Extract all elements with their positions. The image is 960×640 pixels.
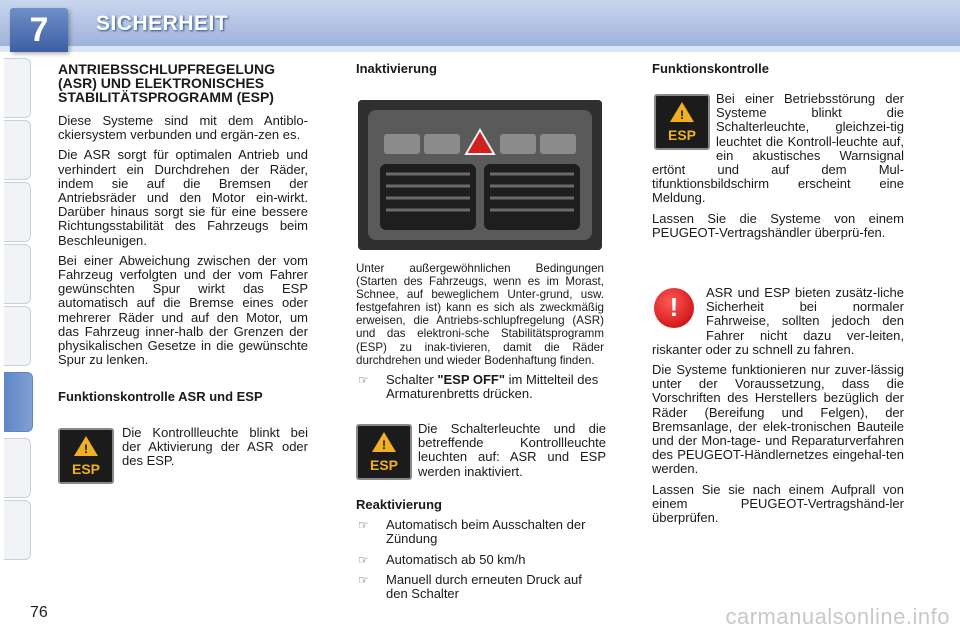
- pointing-hand-icon: ☞: [358, 372, 369, 387]
- esp-icon-caption: [122, 426, 308, 475]
- dealer-paragraph: Lassen Sie die Systeme von einem PEUGEOT-Vertragshändler überprü-fen.: [652, 210, 904, 240]
- right-column: [652, 92, 904, 246]
- esp-icon-label: ESP: [71, 461, 100, 477]
- list-item: [356, 573, 606, 601]
- reactivation-item-text: Automatisch beim Ausschalten der Zündung: [386, 517, 586, 547]
- chapter-number-tab[interactable]: 7: [10, 8, 68, 52]
- side-tab-5[interactable]: [4, 306, 31, 366]
- esp-icon-text: Die Kontrollleuchte blinkt bei der Aktivierung der ASR oder des ESP.: [122, 425, 308, 469]
- dashboard-photo: [358, 100, 602, 250]
- safety-notes: [652, 286, 904, 531]
- esp-off-warning-icon: ! ESP: [356, 424, 412, 480]
- side-tab-7[interactable]: [4, 438, 31, 498]
- deactivation-heading: Inaktivierung: [356, 61, 437, 76]
- esp-off-label: "ESP OFF": [437, 371, 506, 387]
- function-check-heading: Funktionskontrolle ASR und ESP: [58, 389, 263, 404]
- asr-paragraph: Die ASR sorgt für optimalen Antrieb und verhindert ein Durchdrehen der Räder, indem sie auf die Bremsen der Antriebsräder und den Motor ein-wirkt. Darüber hinaus sorgt sie für eine bessere Richtungsstabilität des Fahrzeugs beim Beschleunigen.: [58, 147, 308, 248]
- esp-off-caption: [418, 422, 606, 485]
- instruction-pre: Schalter: [386, 371, 434, 387]
- icon-float-spacer: [652, 92, 716, 160]
- reactivation-heading: Reaktivierung: [356, 497, 442, 512]
- left-column: [58, 62, 308, 373]
- side-tab-8[interactable]: [4, 500, 31, 560]
- icon-float-spacer: [652, 286, 706, 342]
- esp-paragraph: Bei einer Abweichung zwischen der vom Fahrzeug verfolgten und der vom Fahrer gewünschten Spur wirkt das ESP automatisch auf die Bremse eines oder mehrerer Räder und auf den Motor, um das Fahrzeug inner-halb der Grenzen der physikalischen Gesetze in die gewünschte Spur zu lenken.: [58, 252, 308, 368]
- esp-warning-icon: ! ESP: [58, 428, 114, 484]
- note-paragraph-2: Die Systeme funktionieren nur zuver-lässig unter der Voraussetzung, dass die Vorschriften des Herstellers bezüglich der Räder (Bereifung und Felgen), der Bremsanlage, der elek-tronischen Bauteile und der Mon-tage- und Reparaturverfahren des PEUGEOT-Händlernetzes eingehal-ten werden.: [652, 362, 904, 477]
- section-heading: ANTRIEBSSCHLUPFREGELUNG (ASR) UND ELEKTRONISCHES STABILITÄTSPROGRAMM (ESP): [58, 61, 276, 105]
- function-check-right-heading: Funktionskontrolle: [652, 61, 769, 76]
- side-tab-3[interactable]: [4, 182, 31, 242]
- esp-icon-label: ESP: [369, 457, 398, 473]
- deactivation-caption: Unter außergewöhnlichen Bedingungen (Starten des Fahrzeugs, wenn es im Morast, Schnee, auf beweglichem Unter-grund, usw. festgefahren ist) kann es sich als zweckmäßig erweisen, die Antriebs-schlupfregelung (ASR) und das elektroni-sche Stabilitätsprogramm (ESP) zu inak-tivieren, damit die Räder durchdrehen und wieder Bodenhaftung finden.: [356, 262, 604, 367]
- pointing-hand-icon: ☞: [358, 518, 369, 533]
- note-paragraph-1: ASR und ESP bieten zusätz-liche Sicherheit bei normaler Fahrweise, sollten jedoch den Fahrer nicht dazu ver-leiten, riskanter oder zu schnell zu fahren.: [652, 285, 904, 357]
- side-tab-2[interactable]: [4, 120, 31, 180]
- side-tab-4[interactable]: [4, 244, 31, 304]
- fault-paragraph: Bei einer Betriebsstörung der Systeme blinkt die Schalterleuchte, gleichzei-tig leuchtet die Kontroll-leuchte auf, ein akustisches Warnsignal ertönt und auf dem Mul-tifunktionsbildschirm erscheint eine Meldung.: [652, 91, 904, 206]
- side-tab-active[interactable]: [4, 372, 33, 432]
- middle-column: [356, 262, 604, 407]
- note-paragraph-3: Lassen Sie sie nach einem Aufprall von einem PEUGEOT-Vertragshänd-ler überprüfen.: [652, 481, 904, 526]
- chapter-side-tabs: [0, 58, 44, 578]
- side-tab-1[interactable]: [4, 58, 31, 118]
- header-strip: [0, 46, 960, 52]
- watermark: carmanualsonline.info: [725, 604, 950, 629]
- esp-icon-label: ESP: [667, 127, 696, 143]
- reactivation-section: [356, 498, 606, 607]
- esp-fault-warning-icon: ! ESP: [654, 94, 710, 150]
- pointing-hand-icon: ☞: [358, 572, 369, 587]
- list-item: [356, 518, 606, 546]
- intro-paragraph: Diese Systeme sind mit dem Antiblo-ckiersystem verbunden und ergän-zen es.: [58, 113, 308, 143]
- reactivation-item-text: Manuell durch erneuten Druck auf den Schalter: [386, 571, 582, 602]
- instruction-post: im Mittelteil des Armaturenbretts drücken.: [386, 371, 599, 401]
- esp-off-instruction: [356, 373, 604, 401]
- page-number: 76: [30, 604, 48, 621]
- esp-off-text: Die Schalterleuchte und die betreffende Kontrollleuchte leuchten auf: ASR und ESP werden inaktiviert.: [418, 421, 606, 479]
- attention-icon: !: [654, 288, 694, 328]
- page-title: SICHERHEIT: [96, 12, 229, 35]
- list-item: [356, 553, 606, 567]
- reactivation-item-text: Automatisch ab 50 km/h: [386, 551, 526, 567]
- pointing-hand-icon: ☞: [358, 552, 369, 567]
- dashboard-illustration: [358, 100, 602, 250]
